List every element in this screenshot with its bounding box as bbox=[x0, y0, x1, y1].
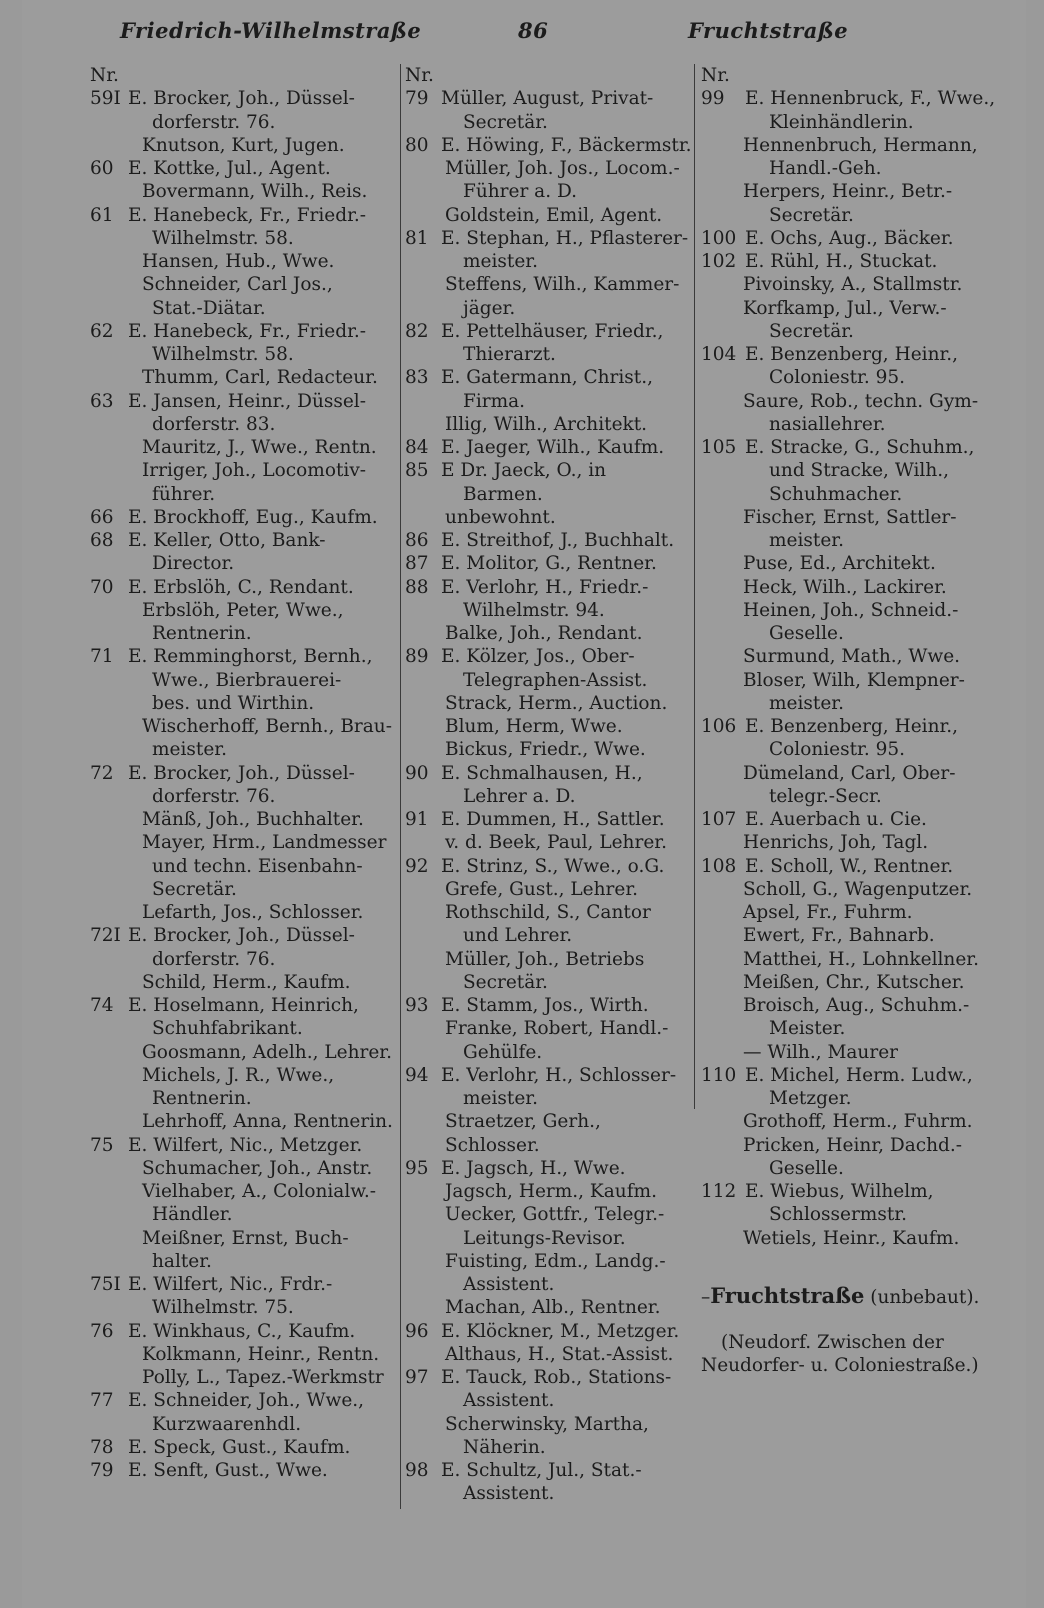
entry-resident: Balke, Joh., Rendant. bbox=[445, 623, 643, 644]
entry-row bbox=[405, 808, 697, 831]
house-number: 97 bbox=[405, 1367, 429, 1388]
entry-resident: Fuisting, Edm., Landg.- bbox=[445, 1250, 666, 1272]
entry-continuation: Director. bbox=[152, 553, 235, 575]
house-number: 80 bbox=[405, 134, 429, 156]
entry-continuation: und techn. Eisenbahn- bbox=[152, 855, 363, 877]
entry-continuation: Assistent. bbox=[463, 1483, 555, 1505]
entry-resident: Thumm, Carl, Redacteur. bbox=[142, 367, 378, 389]
house-number: 60 bbox=[90, 158, 114, 179]
house-number: 99 bbox=[701, 88, 725, 110]
column-nr-label: Nr. bbox=[701, 65, 730, 86]
entry-text: E. Speck, Gust., Kaufm. bbox=[128, 1436, 351, 1458]
entry-row bbox=[701, 227, 1031, 250]
entry-text: E. Michel, Herm. Ludw., bbox=[745, 1064, 973, 1086]
street-note-line: (Neudorf. Zwischen der bbox=[721, 1332, 944, 1353]
entry-resident: Surmund, Math., Wwe. bbox=[743, 646, 961, 668]
entry-row bbox=[90, 506, 400, 529]
entry-continuation: Secretär. bbox=[463, 971, 548, 993]
entry-continuation: Kurzwaarenhdl. bbox=[152, 1413, 302, 1435]
house-number: 71 bbox=[90, 646, 114, 668]
house-number: 77 bbox=[90, 1390, 114, 1412]
house-number: 70 bbox=[90, 576, 114, 598]
entry-resident: Schild, Herm., Kaufm. bbox=[142, 971, 351, 993]
entry-text: E. Wiebus, Wilhelm, bbox=[745, 1181, 934, 1202]
entry-continuation: Coloniestr. 95. bbox=[769, 739, 906, 761]
entry-row bbox=[90, 204, 400, 227]
entry-continuation: Metzger. bbox=[769, 1088, 852, 1109]
entry-row bbox=[405, 552, 697, 575]
house-number: 107 bbox=[701, 809, 737, 830]
entry-text: E. Hanebeck, Fr., Friedr.- bbox=[128, 204, 367, 226]
entry-text: E. Brocker, Joh., Düssel- bbox=[128, 762, 355, 784]
entry-continuation: Secretär. bbox=[769, 320, 854, 342]
house-number: 95 bbox=[405, 1157, 429, 1179]
entry-resident: Scherwinsky, Martha, bbox=[445, 1413, 649, 1435]
entry-continuation: Secretär. bbox=[152, 878, 237, 900]
entry-resident: Althaus, H., Stat.-Assist. bbox=[445, 1343, 674, 1365]
entry-row bbox=[701, 343, 1031, 366]
house-number: 63 bbox=[90, 390, 114, 412]
entry-text: E. Benzenberg, Heinr., bbox=[745, 344, 959, 365]
entry-text: E. Verlohr, H., Friedr.- bbox=[441, 576, 649, 598]
entry-continuation: und Lehrer. bbox=[463, 925, 573, 947]
entry-continuation: Wilhelmstr. 94. bbox=[463, 599, 605, 621]
entry-resident: Goldstein, Emil, Agent. bbox=[445, 204, 663, 226]
entry-continuation: Barmen. bbox=[463, 483, 543, 505]
entry-row bbox=[405, 436, 697, 459]
entry-row bbox=[701, 1064, 1031, 1087]
entry-row bbox=[405, 1459, 697, 1482]
entry-text: E. Pettelhäuser, Friedr., bbox=[441, 320, 664, 342]
entry-text: E. Schmalhausen, H., bbox=[441, 762, 643, 784]
entry-resident: Schumacher, Joh., Anstr. bbox=[142, 1157, 373, 1179]
entry-row bbox=[701, 87, 1031, 110]
house-number: 85 bbox=[405, 460, 429, 482]
entry-continuation: Coloniestr. 95. bbox=[769, 367, 906, 389]
entry-continuation: führer. bbox=[152, 483, 216, 505]
entry-resident: Scholl, G., Wagenputzer. bbox=[743, 878, 973, 900]
entry-resident: Steffens, Wilh., Kammer- bbox=[445, 274, 680, 296]
entry-text: E. Tauck, Rob., Stations- bbox=[441, 1367, 672, 1388]
house-number: 112 bbox=[701, 1181, 737, 1202]
entry-resident: Bloser, Wilh, Klempner- bbox=[743, 669, 965, 691]
column-1 bbox=[90, 64, 400, 1482]
entry-resident: Erbslöh, Peter, Wwe., bbox=[142, 599, 344, 621]
entry-resident: Irriger, Joh., Locomotiv- bbox=[142, 460, 367, 482]
entry-row bbox=[90, 1320, 400, 1343]
entry-row bbox=[405, 1320, 697, 1343]
entry-row bbox=[405, 320, 697, 343]
entry-resident: v. d. Beek, Paul, Lehrer. bbox=[445, 832, 667, 854]
entry-resident: Korfkamp, Jul., Verw.- bbox=[743, 297, 947, 319]
entry-row bbox=[701, 250, 1031, 273]
entry-continuation: dorferstr. 76. bbox=[152, 785, 276, 807]
entry-row bbox=[405, 1157, 697, 1180]
house-number: 87 bbox=[405, 553, 429, 575]
entry-text: E. Kottke, Jul., Agent. bbox=[128, 158, 331, 179]
entry-text: E. Hennenbruck, F., Wwe., bbox=[745, 88, 996, 110]
entry-continuation: Rentnerin. bbox=[152, 623, 252, 644]
entry-resident: Herpers, Heinr., Betr.- bbox=[743, 181, 953, 203]
entry-resident: Hennenbruch, Hermann, bbox=[743, 134, 978, 156]
house-number: 104 bbox=[701, 344, 737, 365]
entry-continuation: Führer a. D. bbox=[463, 181, 578, 203]
entry-continuation: Meister. bbox=[769, 1018, 846, 1040]
header-street-right: Fruchtstraße bbox=[688, 18, 849, 43]
entry-continuation: Schuhfabrikant. bbox=[152, 1018, 303, 1040]
entry-continuation: meister. bbox=[152, 739, 227, 761]
house-number: 105 bbox=[701, 437, 737, 458]
header-street-left: Friedrich-Wilhelmstraße bbox=[120, 18, 422, 43]
entry-row bbox=[90, 1389, 400, 1412]
entry-resident: Jagsch, Herm., Kaufm. bbox=[445, 1181, 657, 1202]
entry-continuation: bes. und Wirthin. bbox=[152, 692, 315, 714]
entry-continuation: Telegraphen-Assist. bbox=[463, 669, 648, 691]
entry-resident: Dümeland, Carl, Ober- bbox=[743, 762, 956, 784]
entry-continuation: Kleinhändlerin. bbox=[769, 111, 914, 133]
entry-resident: Ewert, Fr., Bahnarb. bbox=[743, 925, 935, 947]
column-2 bbox=[400, 64, 697, 1509]
entry-resident: — Wilh., Maurer bbox=[743, 1041, 898, 1063]
entry-resident: Saure, Rob., techn. Gym- bbox=[743, 390, 979, 412]
entry-text: E. Stracke, G., Schuhm., bbox=[745, 437, 975, 458]
entry-row bbox=[701, 436, 1031, 459]
entry-row bbox=[405, 762, 697, 785]
entry-row bbox=[90, 576, 400, 599]
entry-continuation: Secretär. bbox=[463, 111, 548, 133]
entry-resident: Knutson, Kurt, Jugen. bbox=[142, 134, 345, 156]
entry-resident: Goosmann, Adelh., Lehrer. bbox=[142, 1041, 392, 1063]
column-3 bbox=[694, 64, 1031, 1376]
entry-resident: Polly, L., Tapez.-Werkmstr bbox=[142, 1367, 384, 1388]
house-number: 81 bbox=[405, 227, 429, 249]
entry-resident: Müller, Joh., Betriebs bbox=[445, 948, 645, 970]
entry-continuation: Näherin. bbox=[463, 1436, 546, 1458]
entry-continuation: Wilhelmstr. 75. bbox=[152, 1297, 294, 1319]
entry-text: E. Winkhaus, C., Kaufm. bbox=[128, 1320, 356, 1342]
entry-resident: Broisch, Aug., Schuhm.- bbox=[743, 995, 970, 1016]
entry-resident: Grothoff, Herm., Fuhrm. bbox=[743, 1111, 973, 1133]
entry-text: E. Brocker, Joh., Düssel- bbox=[128, 88, 355, 110]
entry-continuation: Stat.-Diätar. bbox=[152, 297, 266, 319]
entry-text: Müller, August, Privat- bbox=[441, 88, 654, 110]
entry-text: E. Wilfert, Nic., Frdr.- bbox=[128, 1274, 333, 1295]
entry-text: E. Strinz, S., Wwe., o.G. bbox=[441, 855, 665, 877]
entry-resident: Hansen, Hub., Wwe. bbox=[142, 251, 335, 272]
entry-row bbox=[90, 529, 400, 552]
house-number: 110 bbox=[701, 1064, 737, 1086]
entry-resident: Schneider, Carl Jos., bbox=[142, 274, 333, 296]
house-number: 68 bbox=[90, 530, 114, 551]
entry-text: E. Schneider, Joh., Wwe., bbox=[128, 1390, 365, 1412]
entry-continuation: halter. bbox=[152, 1250, 212, 1272]
entry-continuation: telegr.-Secr. bbox=[769, 785, 882, 807]
entry-text: E. Rühl, H., Stuckat. bbox=[745, 251, 938, 272]
house-number: 90 bbox=[405, 762, 429, 784]
entry-text: E. Schultz, Jul., Stat.- bbox=[441, 1460, 642, 1481]
house-number: 89 bbox=[405, 646, 429, 668]
entry-resident: Mänß, Joh., Buchhalter. bbox=[142, 809, 364, 830]
street-name: Fruchtstraße bbox=[710, 1282, 865, 1308]
entry-row bbox=[90, 87, 400, 110]
entry-continuation: Firma. bbox=[463, 390, 526, 412]
entry-row bbox=[90, 762, 400, 785]
entry-continuation: Wilhelmstr. 58. bbox=[152, 344, 294, 365]
house-number: 88 bbox=[405, 576, 429, 598]
entry-continuation: meister. bbox=[463, 1088, 538, 1109]
entry-continuation: Gehülfe. bbox=[463, 1041, 543, 1063]
entry-resident: Wischerhoff, Bernh., Brau- bbox=[142, 716, 392, 737]
entry-continuation: Schlossermstr. bbox=[769, 1204, 907, 1226]
entry-resident: Meißen, Chr., Kutscher. bbox=[743, 971, 965, 993]
entry-text: E. Höwing, F., Bäckermstr. bbox=[441, 134, 692, 156]
street-section bbox=[701, 1284, 1031, 1377]
entry-continuation: Geselle. bbox=[769, 1157, 844, 1179]
entry-resident: Machan, Alb., Rentner. bbox=[445, 1297, 661, 1319]
entry-continuation: meister. bbox=[463, 251, 538, 272]
entry-continuation: dorferstr. 83. bbox=[152, 413, 276, 435]
street-note-line: Neudorfer- u. Coloniestraße.) bbox=[701, 1355, 979, 1376]
entry-row bbox=[701, 855, 1031, 878]
entry-resident: Vielhaber, A., Colonialw.- bbox=[142, 1181, 377, 1202]
entry-text: E. Keller, Otto, Bank- bbox=[128, 530, 326, 551]
entry-row bbox=[405, 134, 697, 157]
street-note bbox=[701, 1331, 1031, 1377]
entry-resident: Kolkmann, Heinr., Rentn. bbox=[142, 1343, 380, 1365]
entry-text: E. Remminghorst, Bernh., bbox=[128, 646, 373, 668]
entry-resident: Lefarth, Jos., Schlosser. bbox=[142, 902, 364, 923]
entry-continuation: Lehrer a. D. bbox=[463, 785, 576, 807]
house-number: 78 bbox=[90, 1436, 114, 1458]
entry-row bbox=[701, 715, 1031, 738]
entry-row bbox=[405, 576, 697, 599]
house-number: 83 bbox=[405, 367, 429, 389]
entry-text: E. Molitor, G., Rentner. bbox=[441, 553, 657, 575]
entry-continuation: jäger. bbox=[463, 297, 516, 319]
entry-continuation: Wilhelmstr. 58. bbox=[152, 227, 294, 249]
entry-resident: Michels, J. R., Wwe., bbox=[142, 1064, 335, 1086]
entry-row bbox=[90, 1436, 400, 1459]
entry-continuation: Geselle. bbox=[769, 623, 844, 644]
entry-text: E. Jansen, Heinr., Düssel- bbox=[128, 390, 366, 412]
entry-continuation: Assistent. bbox=[463, 1274, 555, 1295]
entry-text: E. Stephan, H., Pflasterer- bbox=[441, 227, 689, 249]
entry-row bbox=[90, 1273, 400, 1296]
house-number: 76 bbox=[90, 1320, 114, 1342]
house-number: 75 bbox=[90, 1134, 114, 1156]
house-number: 98 bbox=[405, 1460, 429, 1481]
house-number: 59I bbox=[90, 88, 121, 110]
entry-text: E. Kölzer, Jos., Ober- bbox=[441, 646, 635, 668]
entry-row bbox=[405, 1064, 697, 1087]
house-number: 93 bbox=[405, 995, 429, 1016]
entry-row bbox=[90, 320, 400, 343]
entry-resident: Rothschild, S., Cantor bbox=[445, 902, 651, 923]
entry-continuation: Assistent. bbox=[463, 1390, 555, 1412]
entry-resident: Fischer, Ernst, Sattler- bbox=[743, 506, 957, 528]
entry-row bbox=[405, 1366, 697, 1389]
entry-text: E. Hanebeck, Fr., Friedr.- bbox=[128, 320, 367, 342]
entry-row bbox=[90, 1134, 400, 1157]
entry-resident: Apsel, Fr., Fuhrm. bbox=[743, 902, 913, 923]
house-number: 82 bbox=[405, 320, 429, 342]
entry-text: E. Verlohr, H., Schlosser- bbox=[441, 1064, 677, 1086]
house-number: 79 bbox=[405, 88, 429, 110]
entry-continuation: meister. bbox=[769, 530, 844, 551]
house-number: 91 bbox=[405, 809, 429, 830]
house-number: 62 bbox=[90, 320, 114, 342]
house-number: 61 bbox=[90, 204, 114, 226]
entry-text: E. Ochs, Aug., Bäcker. bbox=[745, 227, 954, 249]
entry-row bbox=[701, 808, 1031, 831]
entry-row bbox=[90, 994, 400, 1017]
entry-resident: Bovermann, Wilh., Reis. bbox=[142, 181, 368, 203]
entry-resident: Illig, Wilh., Architekt. bbox=[445, 413, 648, 435]
entry-continuation: Schuhmacher. bbox=[769, 483, 903, 505]
entry-resident: Heck, Wilh., Lackirer. bbox=[743, 576, 947, 598]
entry-text: E. Dummen, H., Sattler. bbox=[441, 809, 665, 830]
house-number: 106 bbox=[701, 716, 737, 737]
entry-continuation: nasiallehrer. bbox=[769, 413, 886, 435]
entry-continuation: Handl.-Geh. bbox=[769, 158, 882, 179]
entry-text: E. Auerbach u. Cie. bbox=[745, 809, 927, 830]
entry-resident: Matthei, H., Lohnkellner. bbox=[743, 948, 979, 970]
entry-resident: Grefe, Gust., Lehrer. bbox=[445, 878, 639, 900]
house-number: 66 bbox=[90, 506, 114, 528]
entry-continuation: Thierarzt. bbox=[463, 344, 556, 365]
entry-resident: Pricken, Heinr, Dachd.- bbox=[743, 1134, 963, 1156]
entry-text: E. Wilfert, Nic., Metzger. bbox=[128, 1134, 363, 1156]
house-number: 72I bbox=[90, 925, 121, 947]
entry-resident: Pivoinsky, A., Stallmstr. bbox=[743, 274, 963, 296]
entry-resident: Blum, Herm, Wwe. bbox=[445, 716, 623, 737]
house-number: 102 bbox=[701, 251, 737, 272]
entry-text: E. Stamm, Jos., Wirth. bbox=[441, 995, 649, 1016]
entry-text: E. Brockhoff, Eug., Kaufm. bbox=[128, 506, 378, 528]
entry-resident: Strack, Herm., Auction. bbox=[445, 692, 668, 714]
entry-continuation: Händler. bbox=[152, 1204, 233, 1226]
entry-resident: Lehrhoff, Anna, Rentnerin. bbox=[142, 1111, 393, 1133]
entry-continuation: Leitungs-Revisor. bbox=[463, 1227, 626, 1249]
house-number: 92 bbox=[405, 855, 429, 877]
house-number: 96 bbox=[405, 1320, 429, 1342]
street-status: (unbebaut). bbox=[864, 1286, 980, 1308]
entry-continuation: Secretär. bbox=[769, 204, 854, 226]
entry-text: E. Klöckner, M., Metzger. bbox=[441, 1320, 680, 1342]
house-number: 79 bbox=[90, 1460, 114, 1481]
entry-text: E. Erbslöh, C., Rendant. bbox=[128, 576, 354, 598]
entry-text: E. Brocker, Joh., Düssel- bbox=[128, 925, 355, 947]
entry-resident: Franke, Robert, Handl.- bbox=[445, 1018, 669, 1040]
entry-continuation: dorferstr. 76. bbox=[152, 111, 276, 133]
entry-row bbox=[405, 529, 697, 552]
column-nr-label: Nr. bbox=[405, 65, 434, 86]
entry-row bbox=[405, 87, 697, 110]
entry-resident: Straetzer, Gerh., Schlosser. bbox=[445, 1111, 601, 1156]
entry-row bbox=[405, 645, 697, 668]
entry-continuation: dorferstr. 76. bbox=[152, 948, 276, 970]
directory-page bbox=[22, 0, 1026, 1608]
entry-resident: unbewohnt. bbox=[445, 506, 556, 528]
house-number: 100 bbox=[701, 227, 737, 249]
street-heading bbox=[701, 1284, 1031, 1309]
entry-text: E. Hoselmann, Heinrich, bbox=[128, 995, 359, 1016]
entry-resident: Mauritz, J., Wwe., Rentn. bbox=[142, 437, 377, 458]
entry-text: E. Streithof, J., Buchhalt. bbox=[441, 530, 675, 551]
entry-text: E. Jagsch, H., Wwe. bbox=[441, 1157, 626, 1179]
column-nr-label: Nr. bbox=[90, 65, 119, 86]
house-number: 75I bbox=[90, 1274, 121, 1295]
entry-row bbox=[405, 459, 697, 482]
entry-resident: Henrichs, Joh, Tagl. bbox=[743, 832, 929, 854]
house-number: 86 bbox=[405, 530, 429, 551]
entry-row bbox=[90, 924, 400, 947]
entry-row bbox=[90, 157, 400, 180]
entry-resident: Meißner, Ernst, Buch- bbox=[142, 1227, 349, 1249]
entry-row bbox=[90, 390, 400, 413]
entry-row bbox=[701, 1180, 1031, 1203]
entry-resident: Wetiels, Heinr., Kaufm. bbox=[743, 1227, 960, 1249]
house-number: 108 bbox=[701, 855, 737, 877]
entry-continuation: Wwe., Bierbrauerei- bbox=[152, 669, 342, 691]
entry-row bbox=[405, 366, 697, 389]
entry-row bbox=[405, 855, 697, 878]
entry-text: E. Jaeger, Wilh., Kaufm. bbox=[441, 437, 665, 458]
entry-resident: Mayer, Hrm., Landmesser bbox=[142, 832, 387, 854]
entry-text: E. Scholl, W., Rentner. bbox=[745, 855, 954, 877]
page-header bbox=[22, 18, 1026, 52]
entry-resident: Puse, Ed., Architekt. bbox=[743, 553, 936, 575]
entry-text: E. Gatermann, Christ., bbox=[441, 367, 653, 389]
entry-row bbox=[405, 994, 697, 1017]
entry-continuation: und Stracke, Wilh., bbox=[769, 460, 950, 482]
entry-text: E. Senft, Gust., Wwe. bbox=[128, 1460, 328, 1481]
entry-resident: Bickus, Friedr., Wwe. bbox=[445, 739, 646, 761]
house-number: 72 bbox=[90, 762, 114, 784]
entry-text: E. Benzenberg, Heinr., bbox=[745, 716, 959, 737]
entry-continuation: meister. bbox=[769, 692, 844, 714]
entry-text: E Dr. Jaeck, O., in bbox=[441, 460, 607, 482]
entry-continuation: Rentnerin. bbox=[152, 1088, 252, 1109]
house-number: 84 bbox=[405, 437, 429, 458]
entry-row bbox=[90, 645, 400, 668]
entry-row bbox=[405, 227, 697, 250]
entry-resident: Heinen, Joh., Schneid.- bbox=[743, 599, 959, 621]
entry-row bbox=[90, 1459, 400, 1482]
house-number: 94 bbox=[405, 1064, 429, 1086]
street-dash: – bbox=[701, 1286, 711, 1308]
house-number: 74 bbox=[90, 995, 114, 1016]
page-number: 86 bbox=[518, 18, 549, 43]
entry-resident: Uecker, Gottfr., Telegr.- bbox=[445, 1204, 665, 1226]
entry-resident: Müller, Joh. Jos., Locom.- bbox=[445, 158, 680, 179]
